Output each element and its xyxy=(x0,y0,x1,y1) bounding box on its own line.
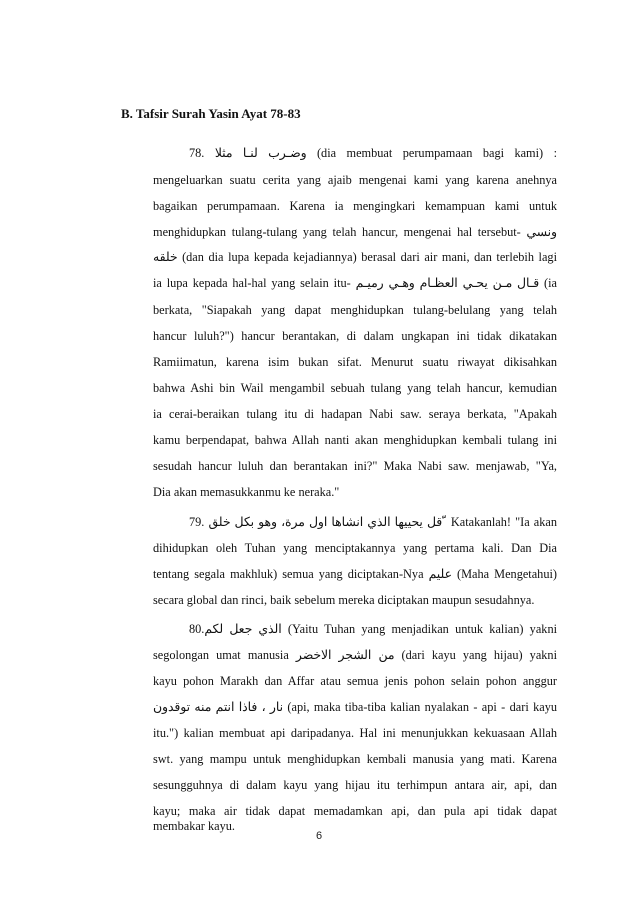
text-line: bahwa Ashi bin Wail mengambil sebuah tulang yang telah hancur, kemudian xyxy=(153,381,557,395)
text-line: menghidupkan tulang-tulang yang telah hancur, mengenai hal tersebut- ونسي xyxy=(153,225,557,239)
text-line: kayu; maka air tidak dapat memadamkan api, dan pula api tidak dapat xyxy=(153,804,557,818)
text-line: kayu pohon Marakh dan Affar atau semua jenis pohon selain pohon anggur xyxy=(153,674,557,688)
text-line: berkata, "Siapakah yang dapat menghidupkan tulang-belulang yang telah xyxy=(153,303,557,317)
text-line: hancur luluh?") hancur berantakan, di dalam ungkapan ini tidak dikatakan xyxy=(153,329,557,343)
text-line: itu.") kalian membuat api daripadanya. Hal ini menunjukkan kekuasaan Allah xyxy=(153,726,557,740)
text-line: sesudah hancur luluh dan berantakan ini?" Maka Nabi saw. menjawab, "Ya, xyxy=(153,459,557,473)
page-number: 6 xyxy=(315,830,323,842)
text-line: tentang segala makhluk) semua yang diciptakan-Nya عليم (Maha Mengetahui) xyxy=(153,567,557,581)
text-line: dihidupkan oleh Tuhan yang menciptakannya yang pertama kali. Dan Dia xyxy=(153,541,557,555)
text-line: خلقه (dan dia lupa kepada kejadiannya) berasal dari air mani, dan terlebih lagi xyxy=(153,250,557,264)
text-line: kamu berpendapat, bahwa Allah nanti akan menghidupkan kembali tulang ini xyxy=(153,433,557,447)
text-line: sesungguhnya di dalam kayu yang hijau itu terhimpun antara air, api, dan xyxy=(153,778,557,792)
text-line: 78. وضـرب لنـا مثلا (dia membuat perumpamaan bagi kami) : xyxy=(189,146,557,160)
text-line: segolongan umat manusia من الشجر الاخضر (dari kayu yang hijau) yakni xyxy=(153,648,557,662)
text-line: mengeluarkan suatu cerita yang ajaib mengenai kami yang karena anehnya xyxy=(153,173,557,187)
text-line: membakar kayu. xyxy=(153,819,235,833)
text-line: Ramiimatun, karena isim bukan sifat. Menurut suatu riwayat dikisahkan xyxy=(153,355,557,369)
text-line: secara global dan rinci, baik sebelum mereka diciptakan maupun sesudahnya. xyxy=(153,593,535,607)
text-line: 80.الذي جعل لكم (Yaitu Tuhan yang menjadikan untuk kalian) yakni xyxy=(189,622,558,636)
text-line: bagaikan perumpamaan. Karena ia mengingkari kemampuan kami untuk xyxy=(153,199,557,213)
text-line: Dia akan memasukkanmu ke neraka." xyxy=(153,485,340,499)
text-line: ia cerai-beraikan tulang itu di hadapan Nabi saw. seraya berkata, "Apakah xyxy=(153,407,557,421)
section-heading: B. Tafsir Surah Yasin Ayat 78-83 xyxy=(121,106,301,121)
text-line: swt. yang mampu untuk menghidupkan kembali manusia yang mati. Karena xyxy=(153,752,557,766)
text-line: ia lupa kepada hal-hal yang selain itu- قـال مـن يحـي العظـام وهـي رميـم (ia xyxy=(153,276,558,290)
text-line: 79. قل يحييها الذي انشاها اول مرة، وهو بكل خلق ّ Katakanlah! "Ia akan xyxy=(189,515,557,529)
text-line: نار ، فاذا انتم منه توقدون (api, maka tiba-tiba kalian nyalakan - api - dari kayu xyxy=(153,700,557,714)
